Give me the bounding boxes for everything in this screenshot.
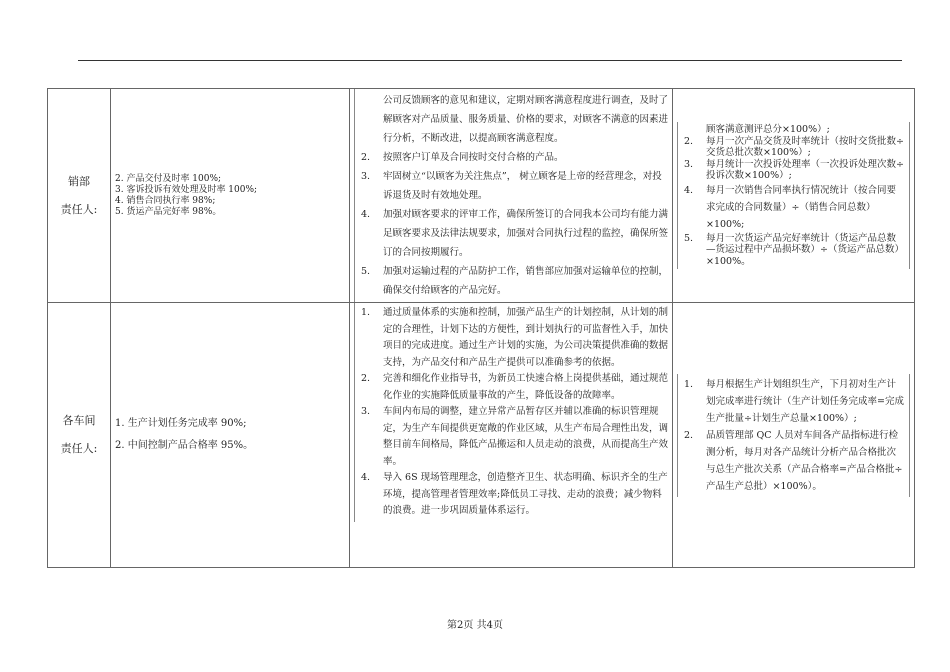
target-item: 2. 产品交付及时率 100%; <box>115 173 222 184</box>
target-item: 5. 货运产品完好率 98%。 <box>115 206 222 217</box>
responsible-party-cell <box>48 89 111 303</box>
measure-item: 3. 牢固树立“以顾客为关注焦点”， 树立顾客是上帝的经营理念，对投诉退货及时有效地处理。 <box>361 171 662 201</box>
statistic-item: 5. 每月一次货运产品完好率统计（货运产品总数—货运过程中产品损坏数）÷（货运产品总数）×100%。 <box>684 232 904 267</box>
target-item: 4. 销售合同执行率 98%; <box>115 195 216 206</box>
statistic-item: 1. 每月根据生产计划组织生产，下月初对生产计划完成率进行统计（生产计划任务完成率=完成生产批量÷计划生产总量×100%）; <box>684 378 904 424</box>
measure-item: 4. 加强对顾客要求的评审工作，确保所签订的合同我本公司均有能力满足顾客要求及法律法规要求，加强对合同执行过程的监控，确保所签订的合同按期履行。 <box>361 209 669 258</box>
statistic-item: 2. 每月一次产品交货及时率统计（按时交货批数÷交货总批次数×100%）; <box>684 135 904 158</box>
measure-item: 2. 按照客户订单及合同按时交付合格的产品。 <box>361 152 564 163</box>
table-row <box>48 303 915 568</box>
statistics-cell <box>673 89 915 303</box>
statistics-cell <box>673 303 915 568</box>
statistic-item: 4. 每月一次销售合同率执行情况统计（按合同要求完成的合同数量）÷（销售合同总数）×100%; <box>684 184 897 230</box>
target-item: 3. 客诉投诉有效处理及时率 100%; <box>115 184 258 195</box>
target-item: 1. 生产计划任务完成率 90%; <box>115 418 247 429</box>
targets-cell <box>111 303 350 568</box>
target-item: 2. 中间控制产品合格率 95%。 <box>115 440 254 451</box>
measure-item: 4. 导入 6S 现场管理理念，创造整齐卫生、状态明确、标识齐全的生产环境，提高管理者管理效率;降低员工寻找、走动的浪费；减少物料的浪费。进一步巩固质量体系运行。 <box>361 472 668 516</box>
measure-item: 5. 加强对运输过程的产品防护工作，销售部应加强对运输单位的控制，确保交付给顾客的产品完好。 <box>361 266 669 296</box>
statistic-item: 2. 品质管理部 QC 人员对车间各产品指标进行检测分析，每月对各产品统计分析产品合格批次与总生产批次关系（产品合格率=产品合格批÷产品生产总批）×100%）。 <box>684 429 903 492</box>
measure-continuation: 公司反馈顾客的意见和建议，定期对顾客满意程度进行调查，及时了解顾客对产品质量、服务质量、价格的要求，对顾客不满意的因素进行分析，不断改进，以提高顾客满意程度。 <box>383 95 669 144</box>
measures-cell <box>350 89 673 303</box>
statistic-continuation: 顾客满意测评总分×100%）; <box>706 124 830 135</box>
table-row <box>48 89 915 303</box>
party-name: 各车间 <box>62 414 96 427</box>
party-role: 责任人: <box>60 442 98 455</box>
measures-cell <box>350 303 673 568</box>
party-role: 责任人: <box>60 202 98 216</box>
party-name: 销部 <box>68 174 90 188</box>
page-number: 第2页 共4页 <box>447 620 503 631</box>
measure-item: 3. 车间内布局的调整，建立异常产品暂存区并辅以准确的标识管理规定，为生产车间提供更宽敞的作业区域，从生产布局合理性出发，调整目前车间格局，降低产品搬运和人员走动的浪费，从而提高生产效率。 <box>361 406 669 467</box>
statistic-item: 3. 每月统计一次投诉处理率（一次投诉处理次数÷投诉次数×100%）; <box>684 158 904 181</box>
measure-item: 2. 完善和细化作业指导书，为新员工快速合格上岗提供基础，通过规范化作业的实施降低质量事故的产生，降低设备的故障率。 <box>361 373 669 401</box>
responsibility-table <box>47 88 915 568</box>
targets-cell <box>111 89 350 303</box>
measure-item: 1. 通过质量体系的实施和控制，加强产品生产的计划控制，从计划的制定的合理性，计划下达的方便性，到计划执行的可监督性入手，加快项目的完成进度。通过生产计划的实施，为公司决策提供准确的数据支持，为产品交付和产品生产提供可以准确参考的依据。 <box>361 307 669 368</box>
header-rule <box>78 60 902 61</box>
responsible-party-cell <box>48 303 111 568</box>
